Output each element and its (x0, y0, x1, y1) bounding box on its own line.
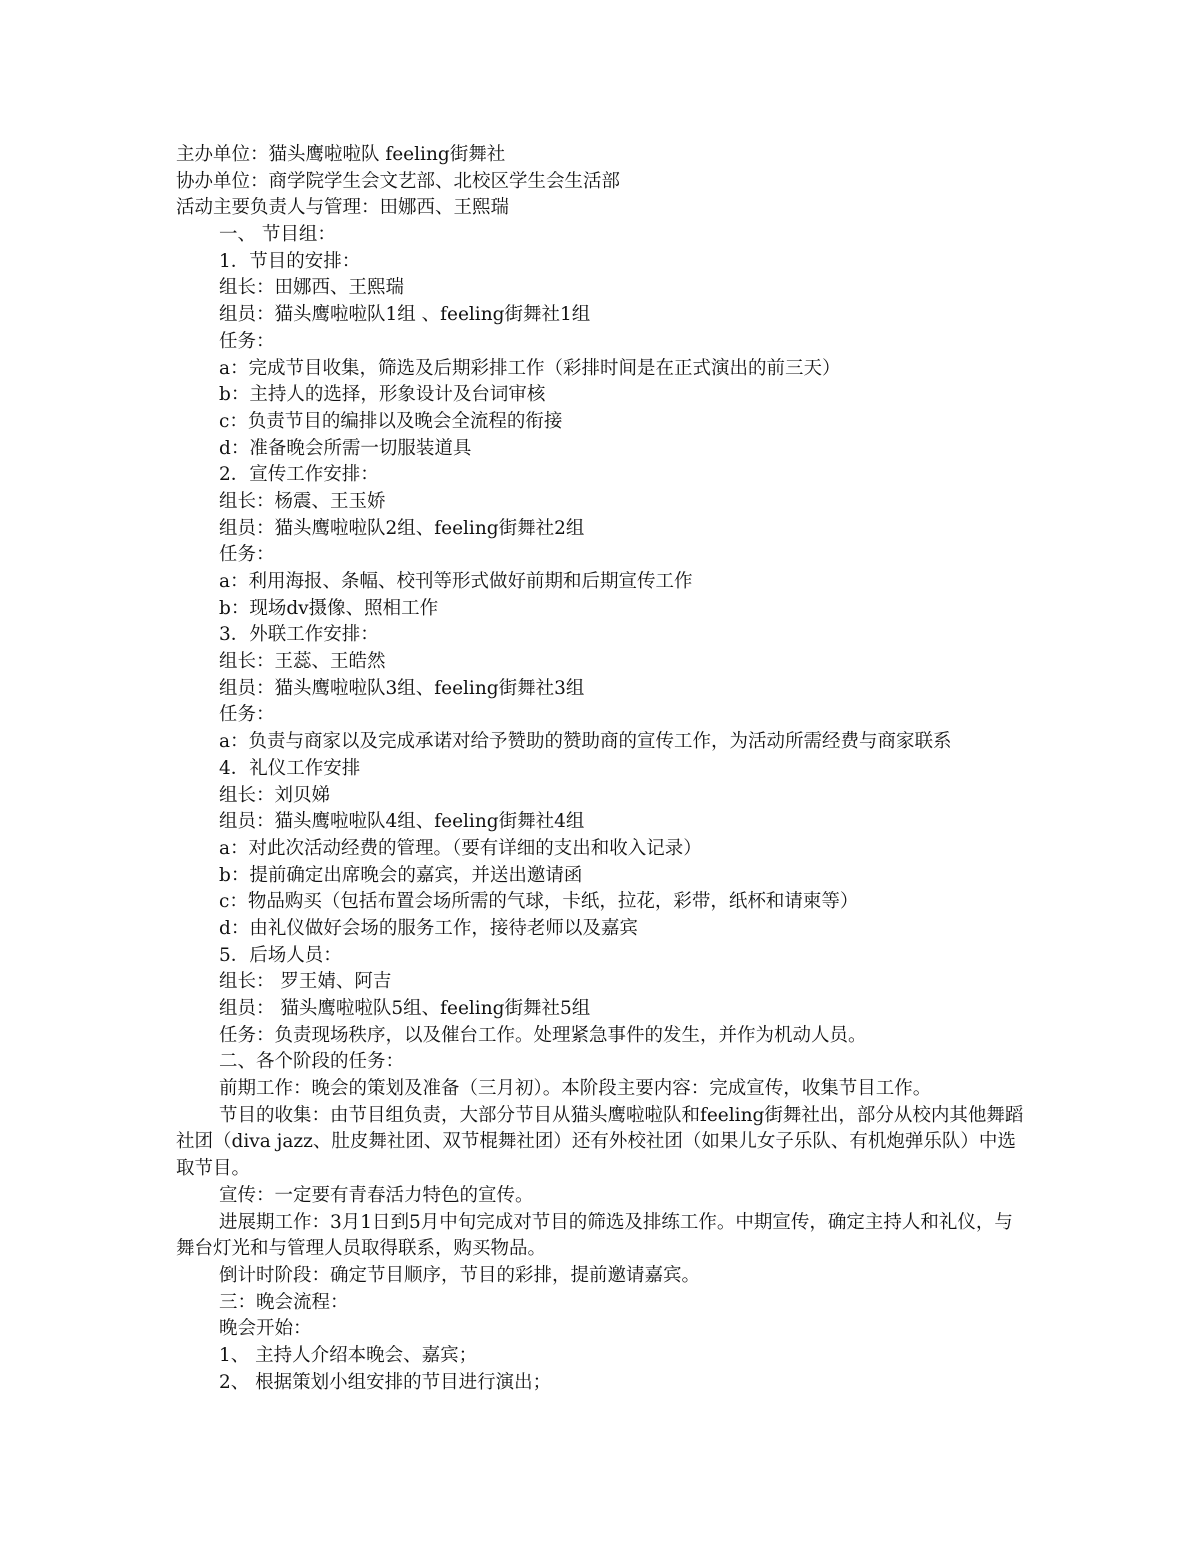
process-step: 1、 主持人介绍本晚会、嘉宾； (219, 1345, 478, 1367)
section-heading-stages: 二、各个阶段的任务： (219, 1051, 405, 1073)
text-line: 晚会开始： (219, 1318, 312, 1340)
task-item: a：利用海报、条幅、校刊等形式做好前期和后期宣传工作 (219, 571, 693, 592)
text-line: 任务：负责现场秩序，以及催台工作。处理紧急事件的发生，并作为机动人员。 (219, 1024, 867, 1046)
text-line: 任务： (219, 544, 275, 566)
task-item: b：提前确定出席晚会的嘉宾，并送出邀请函 (219, 864, 583, 886)
organizer-line: 主办单位：猫头鹰啦啦队 feeling街舞社 (176, 144, 506, 165)
subsection-heading: 3．外联工作安排： (219, 624, 379, 646)
task-item: d：准备晚会所需一切服装道具 (219, 437, 472, 459)
text-line: 组长：田娜西、王熙瑞 (219, 277, 405, 299)
section-heading-process: 三：晚会流程： (219, 1291, 349, 1313)
text-line: 任务： (219, 330, 275, 352)
text-line: 宣传：一定要有青春活力特色的宣传。 (219, 1184, 534, 1206)
text-line: 组长： 罗王婧、阿吉 (219, 971, 392, 993)
section-heading-program-group: 一、 节目组： (219, 224, 336, 246)
process-step: 2、 根据策划小组安排的节目进行演出； (219, 1371, 552, 1393)
text-line: 组员：猫头鹰啦啦队1组 、feeling街舞社1组 (219, 304, 591, 326)
text-line: 组员：猫头鹰啦啦队4组、feeling街舞社4组 (219, 811, 585, 833)
text-line: 前期工作：晚会的策划及准备（三月初）。本阶段主要内容：完成宣传，收集节目工作。 (219, 1078, 932, 1100)
task-item: c：物品购买（包括布置会场所需的气球，卡纸，拉花，彩带，纸杯和请柬等） (219, 891, 859, 913)
task-item: b：主持人的选择，形象设计及台词审核 (219, 384, 546, 406)
subsection-heading: 1．节目的安排： (219, 250, 361, 272)
text-line: 组长：杨震、王玉娇 (219, 490, 386, 512)
text-line: 组员：猫头鹰啦啦队2组、feeling街舞社2组 (219, 517, 585, 539)
text-line: 组长：刘贝娣 (219, 784, 331, 806)
text-line: 组员：猫头鹰啦啦队3组、feeling街舞社3组 (219, 677, 585, 699)
text-line: 倒计时阶段：确定节目顺序，节目的彩排，提前邀请嘉宾。 (219, 1264, 701, 1286)
co-organizer-line: 协办单位：商学院学生会文艺部、北校区学生会生活部 (176, 170, 621, 192)
subsection-heading: 2．宣传工作安排： (219, 464, 379, 486)
program-collection-paragraph: 节目的收集：由节目组负责，大部分节目从猫头鹰啦啦队和feeling街舞社出，部分从校内其他舞蹈社团（diva jazz、肚皮舞社团、双节棍舞社团）还有外校社团（如果儿女子乐队、有机炮弹乐队）中选取节目。 (176, 1104, 1024, 1180)
task-item: a：对此次活动经费的管理。（要有详细的支出和收入记录） (219, 837, 702, 859)
task-item: b：现场dv摄像、照相工作 (219, 597, 439, 619)
subsection-heading: 5．后场人员： (219, 944, 342, 966)
manager-line: 活动主要负责人与管理：田娜西、王熙瑞 (176, 197, 510, 219)
progress-stage-paragraph: 进展期工作：3月1日到5月中旬完成对节目的筛选及排练工作。中期宣传，确定主持人和礼仪，与舞台灯光和与管理人员取得联系，购买物品。 (176, 1211, 1013, 1260)
task-item: c：负责节目的编排以及晚会全流程的衔接 (219, 410, 563, 432)
task-item: a：完成节目收集，筛选及后期彩排工作（彩排时间是在正式演出的前三天） (219, 357, 841, 379)
text-line: 任务： (219, 704, 275, 726)
task-item: d：由礼仪做好会场的服务工作，接待老师以及嘉宾 (219, 917, 638, 939)
document-body (176, 142, 1028, 1396)
task-item: a：负责与商家以及完成承诺对给予赞助的赞助商的宣传工作，为活动所需经费与商家联系 (219, 731, 952, 753)
subsection-heading: 4．礼仪工作安排 (219, 757, 361, 779)
text-line: 组长：王蕊、王皓然 (219, 651, 386, 673)
text-line: 组员： 猫头鹰啦啦队5组、feeling街舞社5组 (219, 998, 591, 1019)
